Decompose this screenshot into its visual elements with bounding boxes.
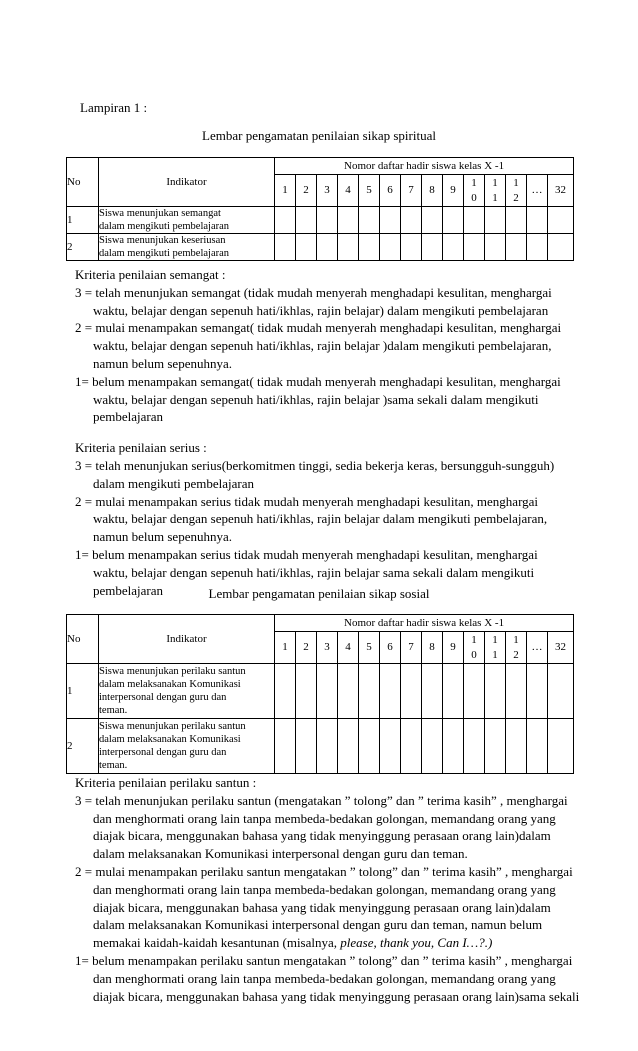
kriteria-line: pembelajaran xyxy=(93,409,164,425)
kriteria-line: namun belum sepenuhnya. xyxy=(93,355,232,371)
row-no: 1 xyxy=(67,207,99,234)
col-2: 2 xyxy=(296,175,317,207)
kriteria-line: waktu, belajar dengan sepenuh hati/ikhlas, rajin belajar )sama sekali dalam mengikuti xyxy=(93,391,539,407)
col-4: 4 xyxy=(338,632,359,664)
kriteria-line: 1= belum menampakan perilaku santun mengatakan ” tolong” dan ” terima kasih” , menghargai xyxy=(75,952,573,968)
header-no: No xyxy=(67,158,99,207)
kriteria-line: diajak bicara, menggunakan bahasa yang tidak menyinggung perasaan orang lain)dalam xyxy=(93,828,551,844)
row-no: 2 xyxy=(67,234,99,261)
table-header-row xyxy=(67,158,574,175)
col-11: 1 1 xyxy=(485,175,506,207)
header-no: No xyxy=(67,615,99,664)
table-row xyxy=(67,664,574,719)
kriteria-line: waktu, belajar dengan sepenuh hati/ikhlas, rajin belajar dalam mengikuti pembelajaran, xyxy=(93,511,548,527)
sosial-title: Lembar pengamatan penilaian sikap sosial xyxy=(208,586,430,601)
kriteria-santun-heading: Kriteria penilaian perilaku santun : xyxy=(75,775,257,790)
kriteria-sosial xyxy=(75,774,580,1005)
kriteria-line: 3 = telah menunjukan perilaku santun (mengatakan ” tolong” dan ” terima kasih” , menghargai xyxy=(75,792,568,808)
lampiran-label: Lampiran 1 : xyxy=(80,100,148,115)
header-nomor: Nomor daftar hadir siswa kelas X -1 xyxy=(275,615,574,632)
kriteria-italic-example: please, thank you, Can I…?.) xyxy=(340,935,493,951)
kriteria-line: pembelajaran xyxy=(93,582,164,598)
kriteria-semangat-heading: Kriteria penilaian semangat : xyxy=(75,267,226,282)
kriteria-line: dan menghormati orang lain tanpa membeda-bedakan golongan, memandang orang yang xyxy=(93,810,556,826)
table-row xyxy=(67,207,574,234)
row-indikator: Siswa menunjukan keseriusan dalam mengikuti pembelajaran xyxy=(99,234,275,261)
col-32: 32 xyxy=(548,632,574,664)
table-row xyxy=(67,719,574,774)
col-10: 1 0 xyxy=(464,175,485,207)
spiritual-title: Lembar pengamatan penilaian sikap spiritual xyxy=(202,128,436,143)
header-nomor: Nomor daftar hadir siswa kelas X -1 xyxy=(275,158,574,175)
row-indikator: Siswa menunjukan perilaku santun dalam melaksanakan Komunikasi interpersonal dengan guru dan teman. xyxy=(99,719,275,774)
kriteria-line: dan menghormati orang lain tanpa membeda-bedakan golongan, memandang orang yang xyxy=(93,881,556,897)
kriteria-line: dalam mengikuti pembelajaran xyxy=(93,475,254,491)
kriteria-line: memakai kaidah-kaidah kesantunan (misalnya, please, thank you, Can I…?.) xyxy=(93,935,493,951)
col-9: 9 xyxy=(443,175,464,207)
col-1: 1 xyxy=(275,632,296,664)
header-indikator: Indikator xyxy=(99,158,275,207)
table-header-row xyxy=(67,615,574,632)
kriteria-line: 3 = telah menunjukan semangat (tidak mudah menyerah menghadapi kesulitan, menghargai xyxy=(75,284,552,300)
col-6: 6 xyxy=(380,175,401,207)
spiritual-table xyxy=(66,157,574,261)
col-11: 1 1 xyxy=(485,632,506,664)
col-7: 7 xyxy=(401,632,422,664)
row-indikator: Siswa menunjukan perilaku santun dalam melaksanakan Komunikasi interpersonal dengan guru dan teman. xyxy=(99,664,275,719)
kriteria-line: waktu, belajar dengan sepenuh hati/ikhlas, rajin belajar sama sekali dalam mengikuti xyxy=(93,564,535,580)
col-6: 6 xyxy=(380,632,401,664)
col-2: 2 xyxy=(296,632,317,664)
kriteria-spiritual xyxy=(75,266,575,599)
kriteria-line: 1= belum menampakan serius tidak mudah menyerah menghadapi kesulitan, menghargai xyxy=(75,546,538,562)
col-3: 3 xyxy=(317,632,338,664)
col-9: 9 xyxy=(443,632,464,664)
kriteria-line: waktu, belajar dengan sepenuh hati/ikhlas, rajin belajar )dalam mengikuti pembelajaran, xyxy=(93,338,552,354)
col-12: 1 2 xyxy=(506,632,527,664)
kriteria-line: dalam melaksanakan Komunikasi interpersonal dengan guru dan teman. xyxy=(93,846,468,862)
kriteria-line: 2 = mulai menampakan serius tidak mudah menyerah menghadapi kesulitan, menghargai xyxy=(75,493,539,509)
col-4: 4 xyxy=(338,175,359,207)
kriteria-line: 3 = telah menunjukan serius(berkomitmen tinggi, sedia bekerja keras, bersungguh-sungguh) xyxy=(75,457,555,473)
col-ellipsis: … xyxy=(527,632,548,664)
col-8: 8 xyxy=(422,175,443,207)
kriteria-line: 2 = mulai menampakan perilaku santun mengatakan ” tolong” dan ” terima kasih” , menghargai xyxy=(75,863,573,879)
col-10: 1 0 xyxy=(464,632,485,664)
kriteria-line: dan menghormati orang lain tanpa membeda-bedakan golongan, memandang orang yang xyxy=(93,970,556,986)
col-7: 7 xyxy=(401,175,422,207)
col-5: 5 xyxy=(359,175,380,207)
col-5: 5 xyxy=(359,632,380,664)
row-indikator: Siswa menunjukan semangat dalam mengikuti pembelajaran xyxy=(99,207,275,234)
row-no: 1 xyxy=(67,664,99,719)
kriteria-line: waktu, belajar dengan sepenuh hati/ikhlas, rajin belajar) dalam mengikuti pembelajaran xyxy=(93,302,549,318)
col-8: 8 xyxy=(422,632,443,664)
col-12: 1 2 xyxy=(506,175,527,207)
col-1: 1 xyxy=(275,175,296,207)
row-no: 2 xyxy=(67,719,99,774)
kriteria-line: 2 = mulai menampakan semangat( tidak mudah menyerah menghadapi kesulitan, menghargai xyxy=(75,320,562,336)
kriteria-line: diajak bicara, menggunakan bahasa yang tidak menyinggung perasaan orang lain)sama sekali xyxy=(93,988,580,1004)
header-indikator: Indikator xyxy=(99,615,275,664)
kriteria-serius-heading: Kriteria penilaian serius : xyxy=(75,440,207,456)
col-3: 3 xyxy=(317,175,338,207)
col-32: 32 xyxy=(548,175,574,207)
col-ellipsis: … xyxy=(527,175,548,207)
sosial-table xyxy=(66,614,574,774)
kriteria-line: diajak bicara, menggunakan bahasa yang tidak menyinggung perasaan orang lain)dalam xyxy=(93,899,551,915)
table-row xyxy=(67,234,574,261)
kriteria-line: dalam melaksanakan Komunikasi interpersonal dengan guru dan teman, namun belum xyxy=(93,917,543,933)
kriteria-line: 1= belum menampakan semangat( tidak mudah menyerah menghadapi kesulitan, menghargai xyxy=(75,373,561,389)
kriteria-line: namun belum sepenuhnya. xyxy=(93,529,232,545)
